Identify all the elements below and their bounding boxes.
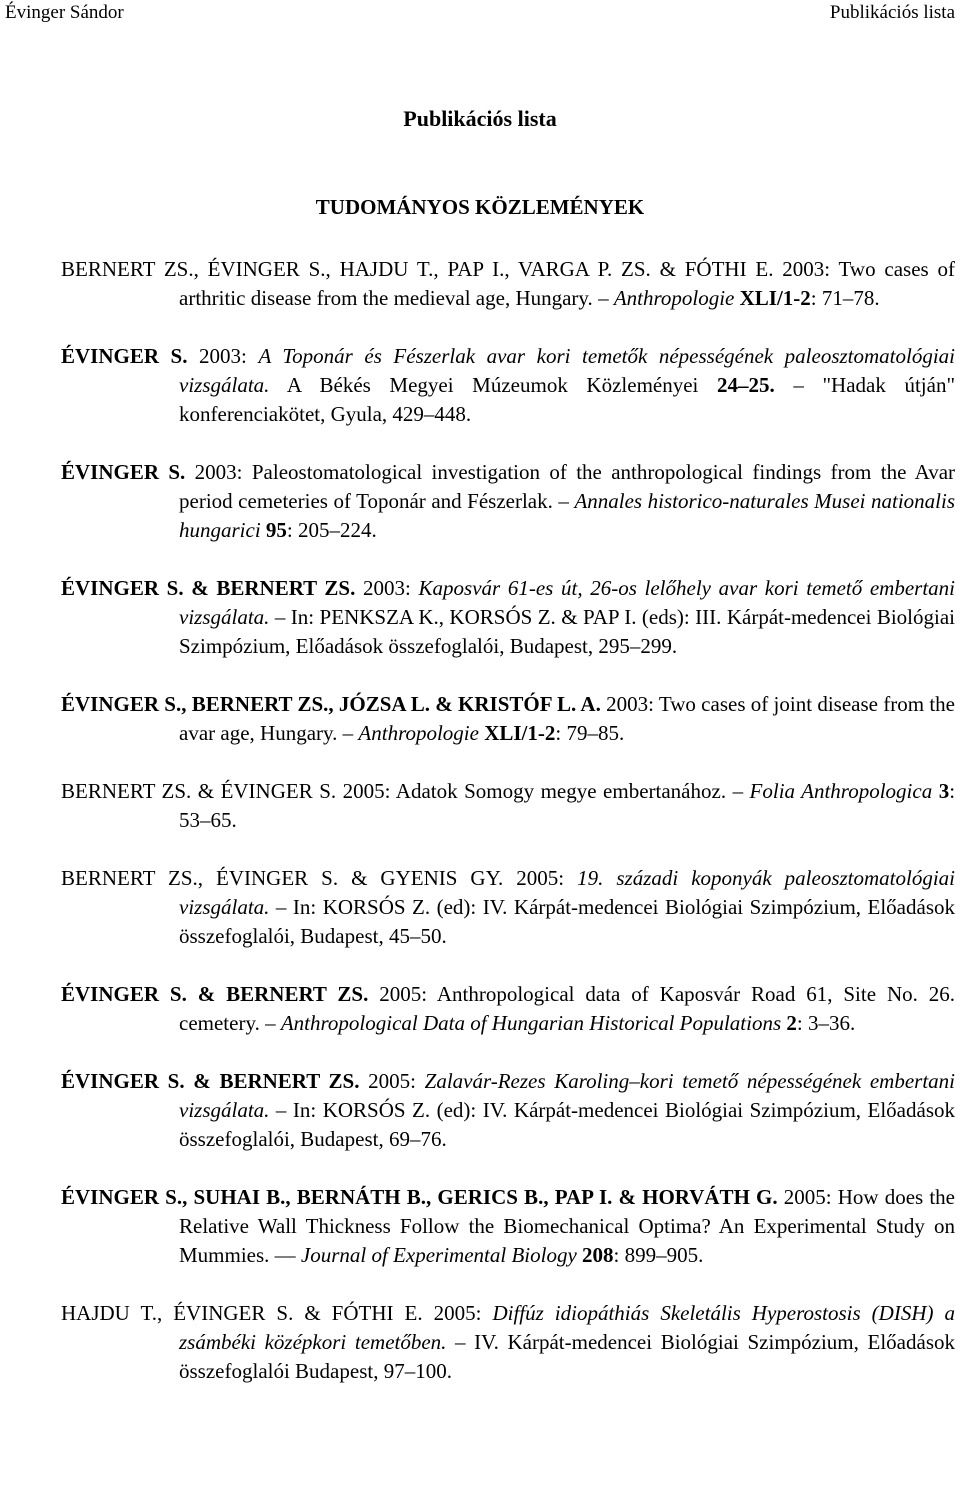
entry-year: 2005: xyxy=(783,1185,832,1209)
entry-year: 2003: xyxy=(363,576,411,600)
entry-journal: Anthropological Data of Hungarian Historical Populations xyxy=(280,1011,782,1035)
entry-dash: – xyxy=(265,1011,276,1035)
entry-journal: Anthropologie xyxy=(358,721,479,745)
entry-authors: ÉVINGER S. & BERNERT ZS. xyxy=(61,1069,360,1093)
entry-rest: In: PENKSZA K., KORSÓS Z. & PAP I. (eds): III. Kárpát-medencei Biológiai Szimpózium, Előadások összefoglalói, Budapest, 295–299. xyxy=(179,605,956,658)
publication-entry xyxy=(61,690,955,748)
entry-rest: IV. Kárpát-medencei Biológiai Szimpózium, Előadások összefoglalói Budapest, 97–100. xyxy=(179,1330,955,1383)
publication-entry xyxy=(61,864,955,951)
entry-year: 2005: xyxy=(433,1301,482,1325)
entry-dash: – xyxy=(598,286,609,310)
entry-year: 2005: xyxy=(368,1069,416,1093)
publication-entry xyxy=(61,980,955,1038)
publication-entry xyxy=(61,1183,955,1270)
entry-pages: : 53–65. xyxy=(179,779,956,832)
entry-volume: XLI/1-2 xyxy=(739,286,811,310)
entry-dash: – xyxy=(455,1330,466,1354)
entry-extra: "Hadak útján" konferenciakötet, Gyula, 429–448. xyxy=(179,373,956,426)
entry-authors: ÉVINGER S. xyxy=(61,344,188,368)
entry-dash: – xyxy=(558,489,569,513)
entry-authors: ÉVINGER S., SUHAI B., BERNÁTH B., GERICS B., PAP I. & HORVÁTH G. xyxy=(61,1185,778,1209)
entry-year: 2005: xyxy=(516,866,565,890)
entry-title: Diffúz idiopáthiás Skeletális Hyperostosis (DISH) a zsámbéki középkori temetőben. xyxy=(179,1301,955,1354)
entry-authors: ÉVINGER S. & BERNERT ZS. xyxy=(61,982,369,1006)
entry-dash: – xyxy=(732,779,744,803)
section-title: TUDOMÁNYOS KÖZLEMÉNYEK xyxy=(315,195,645,219)
entry-pages: : 205–224. xyxy=(286,518,377,542)
entry-volume: 3 xyxy=(938,779,950,803)
entry-dash: – xyxy=(342,721,354,745)
entry-authors: BERNERT ZS., ÉVINGER S., HAJDU T., PAP I., VARGA P. ZS. & FÓTHI E. xyxy=(61,257,774,281)
entry-volume: 24–25. xyxy=(717,373,775,397)
publication-entry xyxy=(61,255,955,313)
entry-year: 2005: xyxy=(342,779,391,803)
entry-pages: : 71–78. xyxy=(810,286,880,310)
entry-title: Adatok Somogy megye embertanához. xyxy=(395,779,727,803)
entry-authors: ÉVINGER S. & BERNERT ZS. xyxy=(61,576,356,600)
entry-year: 2003: xyxy=(782,257,831,281)
publication-list xyxy=(61,255,955,1415)
running-header xyxy=(5,2,955,28)
entry-title: Two cases of arthritic disease from the medieval age, Hungary. xyxy=(179,257,955,310)
entry-year: 2003: xyxy=(199,344,247,368)
entry-year: 2003: xyxy=(194,460,243,484)
entry-volume: 2 xyxy=(786,1011,797,1035)
entry-authors: ÉVINGER S., BERNERT ZS., JÓZSA L. & KRISTÓF L. A. xyxy=(61,692,601,716)
header-author: Évinger Sándor xyxy=(5,2,124,23)
entry-title: Kaposvár 61-es út, 26-os lelőhely avar kori temető embertani vizsgálata. xyxy=(179,576,956,629)
entry-pages: : 3–36. xyxy=(796,1011,856,1035)
entry-title: Zalavár-Rezes Karoling–kori temető népességének embertani vizsgálata. xyxy=(179,1069,955,1122)
entry-journal: Anthropologie xyxy=(613,286,735,310)
entry-volume: 208 xyxy=(582,1243,614,1267)
entry-title: 19. századi koponyák paleosztomatológiai vizsgálata. xyxy=(179,866,956,919)
entry-volume: 95 xyxy=(265,518,287,542)
publication-entry xyxy=(61,574,955,661)
entry-volume: XLI/1-2 xyxy=(484,721,556,745)
entry-rest: A Békés Megyei Múzeumok Közleményei xyxy=(286,373,699,397)
entry-title: How does the Relative Wall Thickness Follow the Biomechanical Optima? An Experimental Study on Mummies. xyxy=(179,1185,956,1267)
publication-entry xyxy=(61,342,955,429)
entry-year: 2005: xyxy=(379,982,428,1006)
entry-pages: : 899–905. xyxy=(613,1243,704,1267)
entry-dash: – xyxy=(275,895,287,919)
entry-journal: Annales historico-naturales Musei nationalis hungarici xyxy=(179,489,956,542)
entry-authors: ÉVINGER S. xyxy=(61,460,186,484)
publication-entry xyxy=(61,1299,955,1386)
publication-entry xyxy=(61,777,955,835)
entry-title: Paleostomatological investigation of the anthropological findings from the Avar period cemeteries of Toponár and Fészerlak. xyxy=(179,460,956,513)
entry-year: 2003: xyxy=(606,692,654,716)
entry-rest: In: KORSÓS Z. (ed): IV. Kárpát-medencei Biológiai Szimpózium, Előadások összefoglalói, Budapest, 45–50. xyxy=(179,895,955,948)
page-title: Publikációs lista xyxy=(403,106,557,131)
entry-dash: — xyxy=(274,1243,296,1267)
entry-dash: – xyxy=(274,605,286,629)
entry-authors: HAJDU T., ÉVINGER S. & FÓTHI E. xyxy=(61,1301,423,1325)
entry-rest: In: KORSÓS Z. (ed): IV. Kárpát-medencei Biológiai Szimpózium, Előadások összefoglalói, Budapest, 69–76. xyxy=(179,1098,955,1151)
entry-title: A Toponár és Fészerlak avar kori temetők népességének paleosztomatológiai vizsgálata. xyxy=(179,344,956,397)
publication-entry xyxy=(61,458,955,545)
entry-journal: Journal of Experimental Biology xyxy=(300,1243,577,1267)
entry-title: Anthropological data of Kaposvár Road 61, Site No. 26. cemetery. xyxy=(179,982,956,1035)
entry-dash: – xyxy=(793,373,804,397)
entry-pages: : 79–85. xyxy=(555,721,625,745)
entry-authors: BERNERT ZS., ÉVINGER S. & GYENIS GY. xyxy=(61,866,504,890)
entry-authors: BERNERT ZS. & ÉVINGER S. xyxy=(61,779,337,803)
publication-entry xyxy=(61,1067,955,1154)
entry-journal: Folia Anthropologica xyxy=(749,779,933,803)
entry-dash: – xyxy=(275,1098,287,1122)
entry-title: Two cases of joint disease from the avar age, Hungary. xyxy=(179,692,955,745)
header-label: Publikációs lista xyxy=(829,2,955,23)
